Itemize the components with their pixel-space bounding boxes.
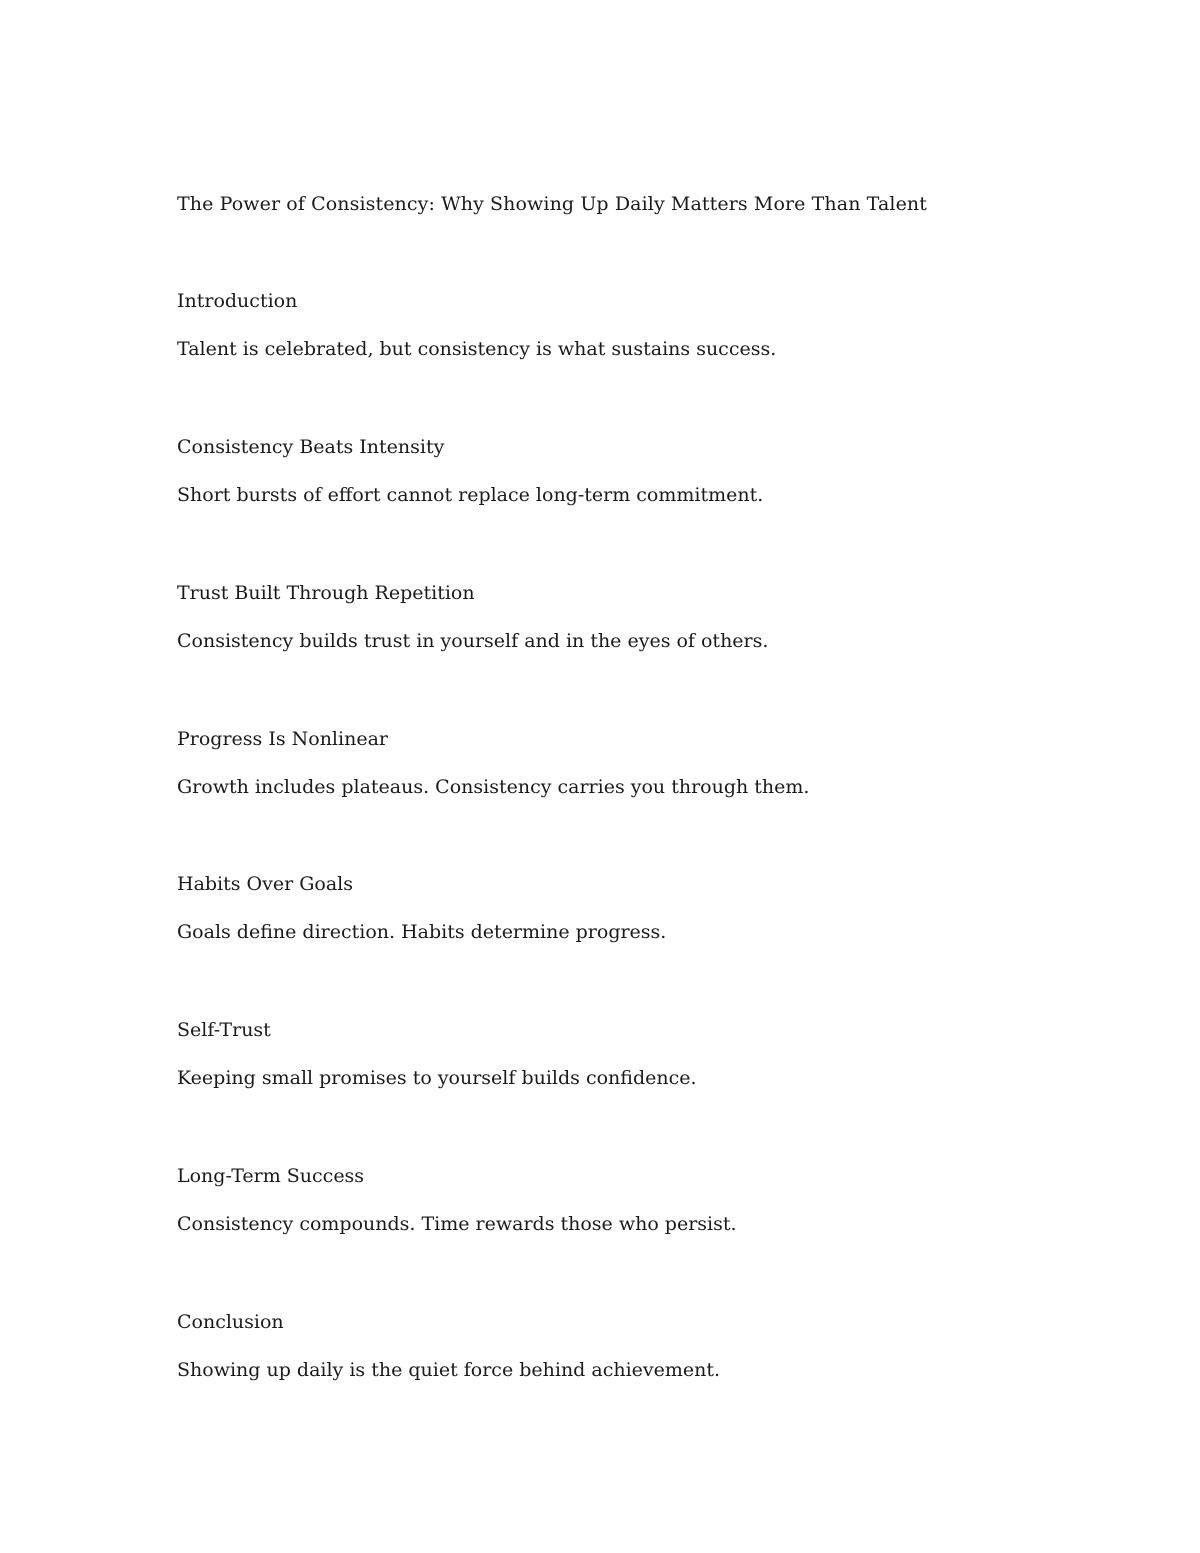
- document-title: The Power of Consistency: Why Showing Up Daily Matters More Than Talent: [177, 193, 927, 215]
- section-self-trust: [177, 1016, 1077, 1092]
- section-trust-built-through-repetition: [177, 579, 1077, 655]
- section-body: Consistency compounds. Time rewards those who persist.: [177, 1213, 737, 1235]
- section-heading: Trust Built Through Repetition: [177, 582, 475, 604]
- section-heading: Introduction: [177, 290, 298, 312]
- section-heading: Consistency Beats Intensity: [177, 436, 445, 458]
- section-heading: Long-Term Success: [177, 1165, 365, 1187]
- section-conclusion: [177, 1308, 1077, 1384]
- section-body: Short bursts of effort cannot replace long-term commitment.: [177, 484, 764, 506]
- section-body: Talent is celebrated, but consistency is what sustains success.: [177, 338, 777, 360]
- section-progress-is-nonlinear: [177, 725, 1077, 801]
- section-heading: Self-Trust: [177, 1019, 271, 1041]
- section-body: Showing up daily is the quiet force behind achievement.: [177, 1359, 721, 1381]
- section-heading: Conclusion: [177, 1311, 284, 1333]
- section-body: Goals define direction. Habits determine progress.: [177, 921, 667, 943]
- section-long-term-success: [177, 1162, 1077, 1238]
- section-body: Keeping small promises to yourself builds confidence.: [177, 1067, 697, 1089]
- section-introduction: [177, 287, 1077, 363]
- section-heading: Progress Is Nonlinear: [177, 728, 388, 750]
- section-heading: Habits Over Goals: [177, 873, 354, 895]
- section-habits-over-goals: [177, 870, 1077, 946]
- section-consistency-beats-intensity: [177, 433, 1077, 509]
- section-body: Consistency builds trust in yourself and in the eyes of others.: [177, 630, 769, 652]
- section-body: Growth includes plateaus. Consistency carries you through them.: [177, 776, 810, 798]
